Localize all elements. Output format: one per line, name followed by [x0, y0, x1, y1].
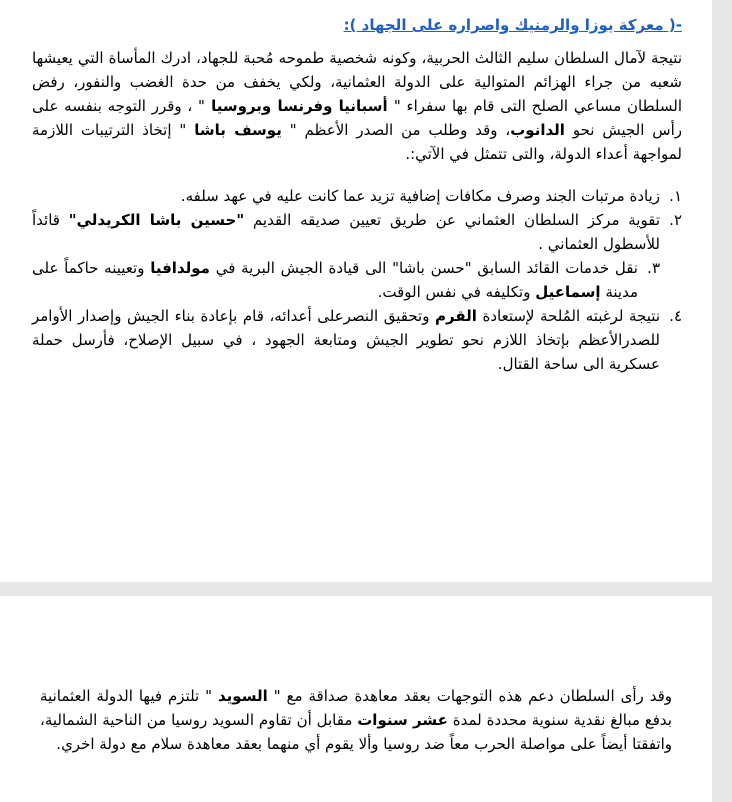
document-page-2 — [0, 596, 712, 802]
list-item-text — [32, 184, 660, 208]
intro-bold-yusuf-pasha: يوسف باشا — [194, 121, 282, 139]
viewer-side-strip — [712, 0, 732, 802]
item-4-text-c: وتحقيق النصرعلى أعدائه، قام بإعادة بناء الجيش وإصدار الأوامر للصدرالأعظم بإتخاذ اللازم نحو تطوير الجيش ومتابعة الجهود ، في سبيل الإصلاح، فأرسل حملة عسكرية الى ساحة القتال. — [32, 307, 660, 373]
item-3-bold-moldavia: مولدافيا — [150, 259, 210, 277]
intro-text-4: " إتخاذ الترتيبات اللازمة لمواجهة أعداء الدولة، والتى تتمثل في الآتي:. — [32, 121, 682, 163]
intro-text-1: نتيجة لآمال السلطان سليم الثالث الحربية، وكونه شخصية طموحه مُحبة للجهاد، ادرك المأساة التي يعيشها شعبه من جراء الهزائم المتوالية على الدولة العثمانية، ولكي يخفف من حدة الغضب والنفور، رفض السلطان مساعي الصلح التى قام بها سفراء " — [32, 49, 682, 115]
list-item-number: ١. — [669, 187, 682, 205]
measures-list — [32, 184, 682, 376]
item-4-text-a: نتيجة لرغبته المُلحة لإستعادة — [476, 307, 660, 325]
intro-paragraph — [32, 46, 682, 166]
item-2-text-a: تقوية مركز السلطان العثماني عن طريق تعيين صديقه القديم — [244, 211, 660, 229]
list-item-number: ٢. — [669, 211, 682, 229]
intro-bold-countries: أسبانيا وفرنسا وبروسيا — [204, 97, 394, 115]
list-item-text — [32, 304, 660, 376]
list-item — [32, 256, 682, 304]
page2-text-3: مقابل أن تقاوم السويد روسيا من الناحية الشمالية، واتفقتا أيضاً على مواصلة الحرب معاً ضد روسيا وألا يقوم أي منهما بعقد معاهدة سلام مع دولة اخري. — [40, 711, 672, 753]
intro-text-2: " ، وقرر التوجه بنفسه على رأس الجيش نحو — [32, 97, 682, 139]
list-item-text — [32, 208, 660, 256]
intro-text-3: ، وقد وطلب من الصدر الأعظم " — [281, 121, 511, 139]
list-item-number: ٣. — [647, 259, 660, 277]
item-3-text-a: نقل خدمات القائد السابق "حسن باشا" الى قيادة الجيش البرية في — [209, 259, 638, 277]
list-item — [32, 184, 682, 208]
page2-text-1: وقد رأى السلطان دعم هذه التوجهات بعقد معاهدة صداقة مع " — [267, 687, 672, 705]
list-item-number: ٤. — [669, 307, 682, 325]
list-item-text — [32, 256, 638, 304]
sweden-treaty-paragraph — [40, 684, 672, 756]
item-4-bold-crimea: القرم — [435, 307, 477, 325]
item-1-text: زيادة مرتبات الجند وصرف مكافات إضافية تزيد عما كانت عليه في عهد سلفه. — [180, 187, 660, 205]
intro-bold-danube: الدانوب — [510, 121, 565, 139]
item-2-text-c: قائداً للأسطول العثماني . — [32, 211, 660, 253]
list-item — [32, 208, 682, 256]
item-3-text-c: وتعيينه حاكماً على مدينة — [32, 259, 638, 301]
list-item — [32, 304, 682, 376]
item-3-bold-ismail: إسماعيل — [535, 283, 601, 301]
page2-bold-sweden: السويد — [218, 687, 268, 705]
page2-bold-ten-years: عشر سنوات — [357, 711, 448, 729]
item-3-text-e: وتكليفه في نفس الوقت. — [377, 283, 536, 301]
item-2-bold-hussein-pasha: "حسين باشا الكريدلي" — [68, 211, 245, 229]
page2-text-2: " تلتزم فيها الدولة العثمانية بدفع مبالغ نقدية سنوية محددة لمدة — [40, 687, 672, 729]
section-heading: -( معركة يوزا والرمنيك واصراره على الجهاد ): — [343, 16, 682, 34]
